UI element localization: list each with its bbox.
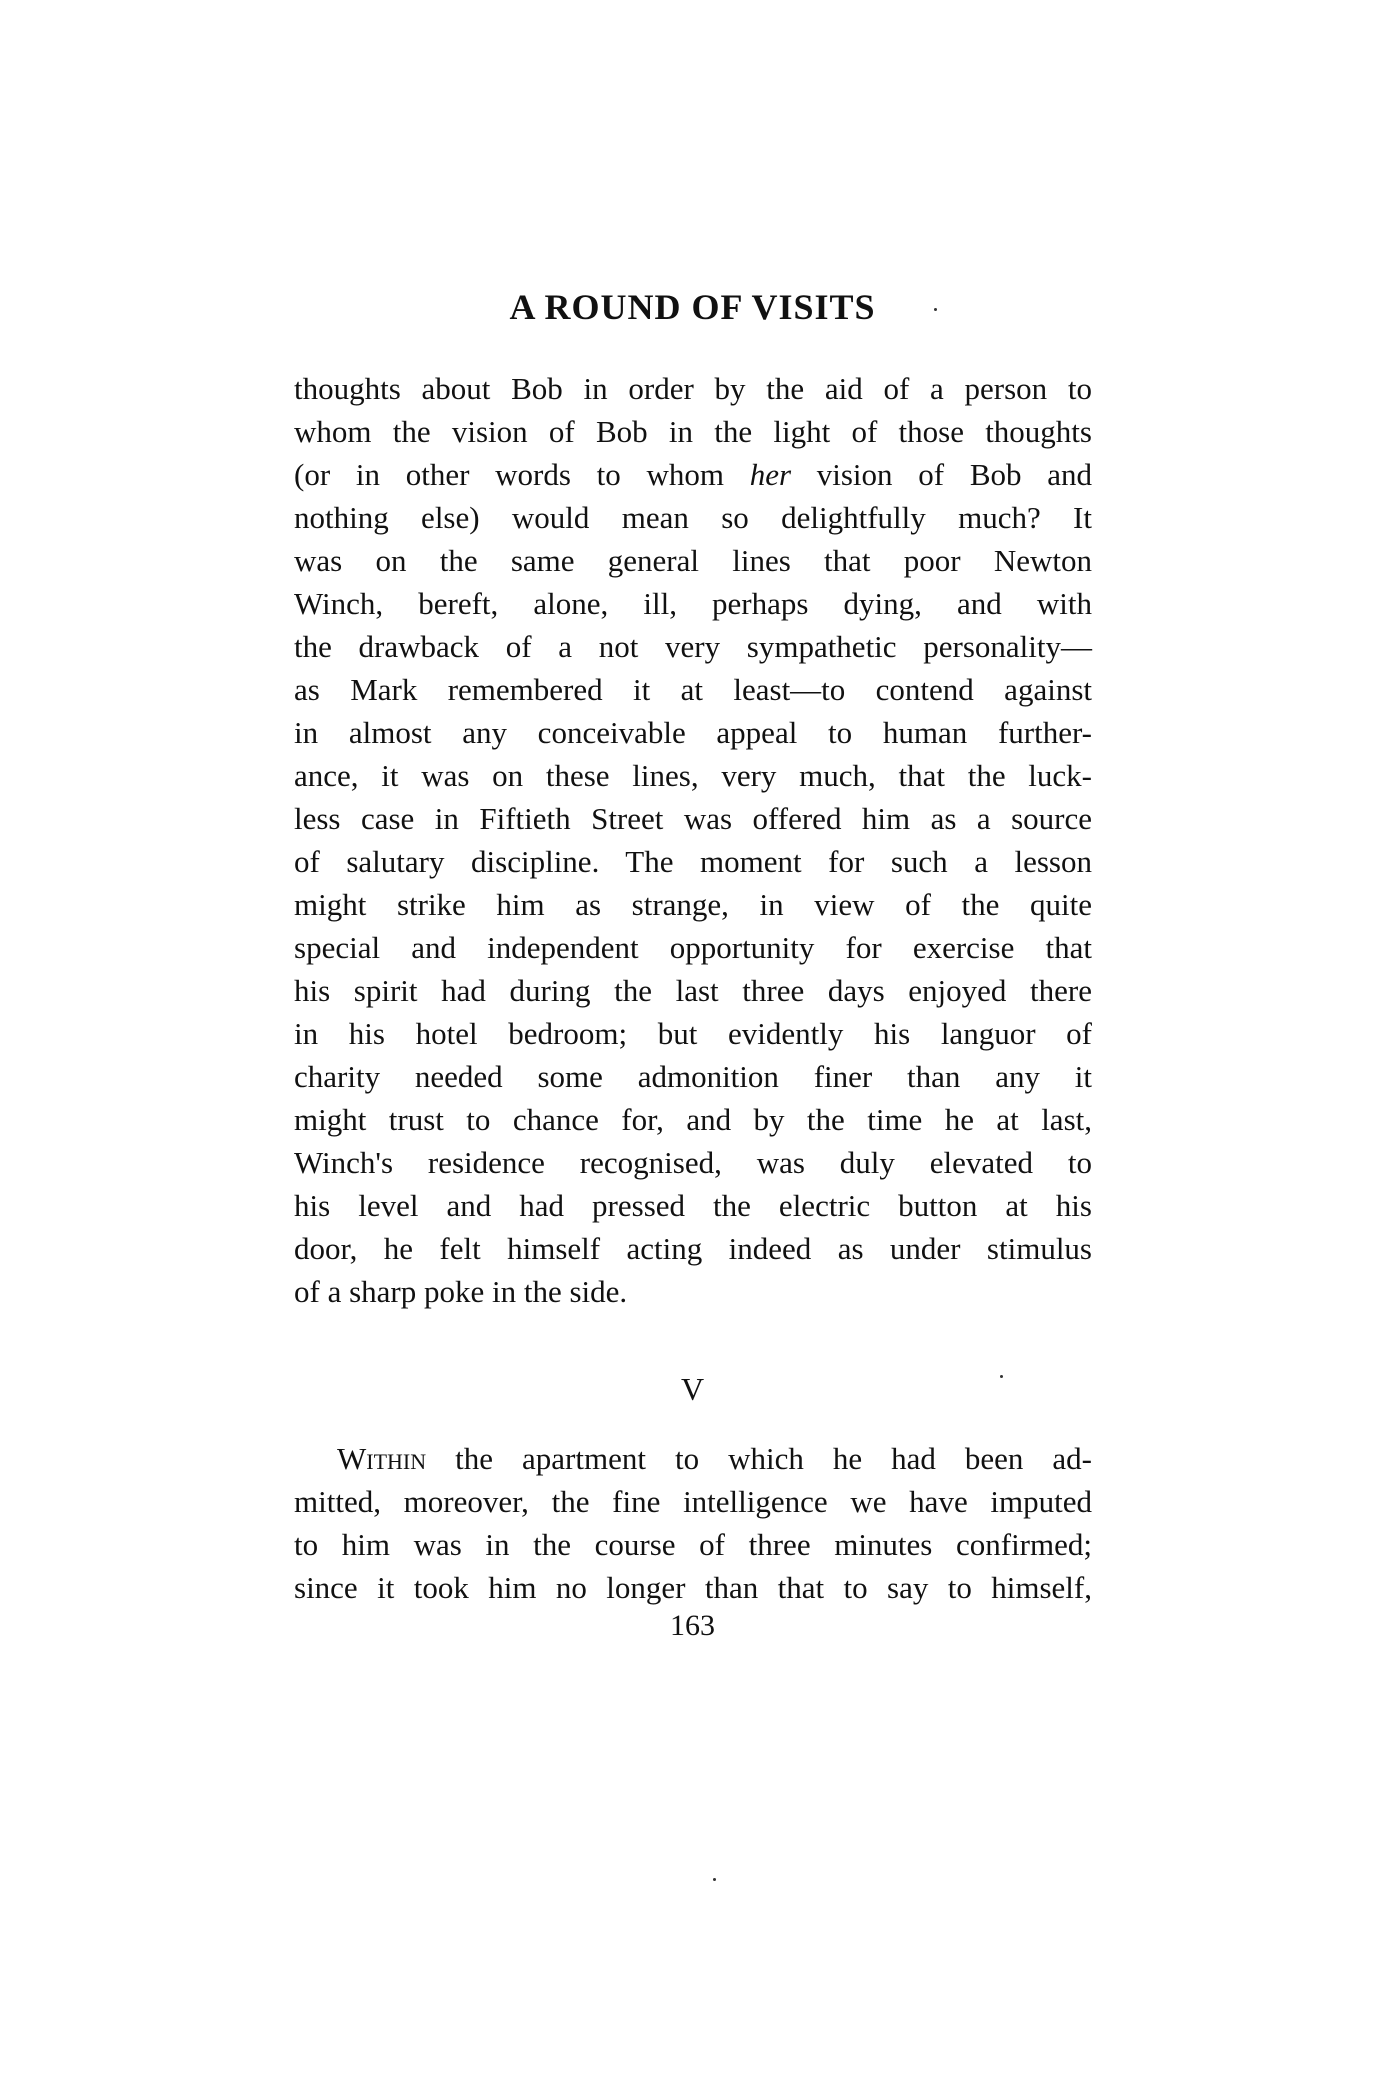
- text-line: in his hotel bedroom; but evidently his languor of: [294, 1016, 1092, 1051]
- text-fragment: vision of Bob and: [791, 457, 1092, 492]
- text-line: might strike him as strange, in view of the quite: [294, 887, 1092, 922]
- paragraph-2: [294, 1437, 1092, 1609]
- text-line: door, he felt himself acting indeed as under stimulus: [294, 1231, 1092, 1266]
- text-line: [294, 453, 1092, 496]
- print-speck: [713, 1878, 716, 1881]
- text-line: Winch's residence recognised, was duly elevated to: [294, 1145, 1092, 1180]
- text-line: as Mark remembered it at least—to contend against: [294, 672, 1092, 707]
- text-line: his level and had pressed the electric button at his: [294, 1188, 1092, 1223]
- text-line: charity needed some admonition finer than any it: [294, 1059, 1092, 1094]
- text-line: since it took him no longer than that to say to himself,: [294, 1570, 1092, 1605]
- text-line: was on the same general lines that poor Newton: [294, 543, 1092, 578]
- text-line: less case in Fiftieth Street was offered him as a source: [294, 801, 1092, 836]
- emphasis-her: her: [749, 457, 792, 492]
- text-line: of salutary discipline. The moment for such a lesson: [294, 844, 1092, 879]
- text-fragment: the apartment to which he had been ad-: [426, 1441, 1092, 1476]
- text-line: special and independent opportunity for exercise that: [294, 930, 1092, 965]
- text-line: ance, it was on these lines, very much, that the luck-: [294, 758, 1092, 793]
- text-line: thoughts about Bob in order by the aid of a person to: [294, 371, 1092, 406]
- print-speck: [1000, 1375, 1003, 1378]
- text-line: to him was in the course of three minutes confirmed;: [294, 1527, 1092, 1562]
- text-line: nothing else) would mean so delightfully much? It: [294, 500, 1092, 535]
- text-line: in almost any conceivable appeal to human further-: [294, 715, 1092, 750]
- text-line: of a sharp poke in the side.: [294, 1274, 628, 1309]
- running-head: A ROUND OF VISITS: [509, 287, 876, 327]
- text-line: mitted, moreover, the fine intelligence we have imputed: [294, 1484, 1092, 1519]
- section-number: V: [680, 1371, 705, 1407]
- print-speck: [934, 308, 937, 311]
- text-line: Winch, bereft, alone, ill, perhaps dying, and with: [294, 586, 1092, 621]
- text-line: might trust to chance for, and by the time he at last,: [294, 1102, 1092, 1137]
- text-line: [294, 1437, 1092, 1480]
- text-line: whom the vision of Bob in the light of those thoughts: [294, 414, 1092, 449]
- text-line: the drawback of a not very sympathetic personality—: [294, 629, 1092, 664]
- text-line: his spirit had during the last three days enjoyed there: [294, 973, 1092, 1008]
- lead-smallcaps: Within: [337, 1441, 427, 1476]
- text-fragment: (or in other words to whom: [294, 457, 750, 492]
- page-number: 163: [670, 1609, 715, 1642]
- paragraph-1: [294, 367, 1092, 1313]
